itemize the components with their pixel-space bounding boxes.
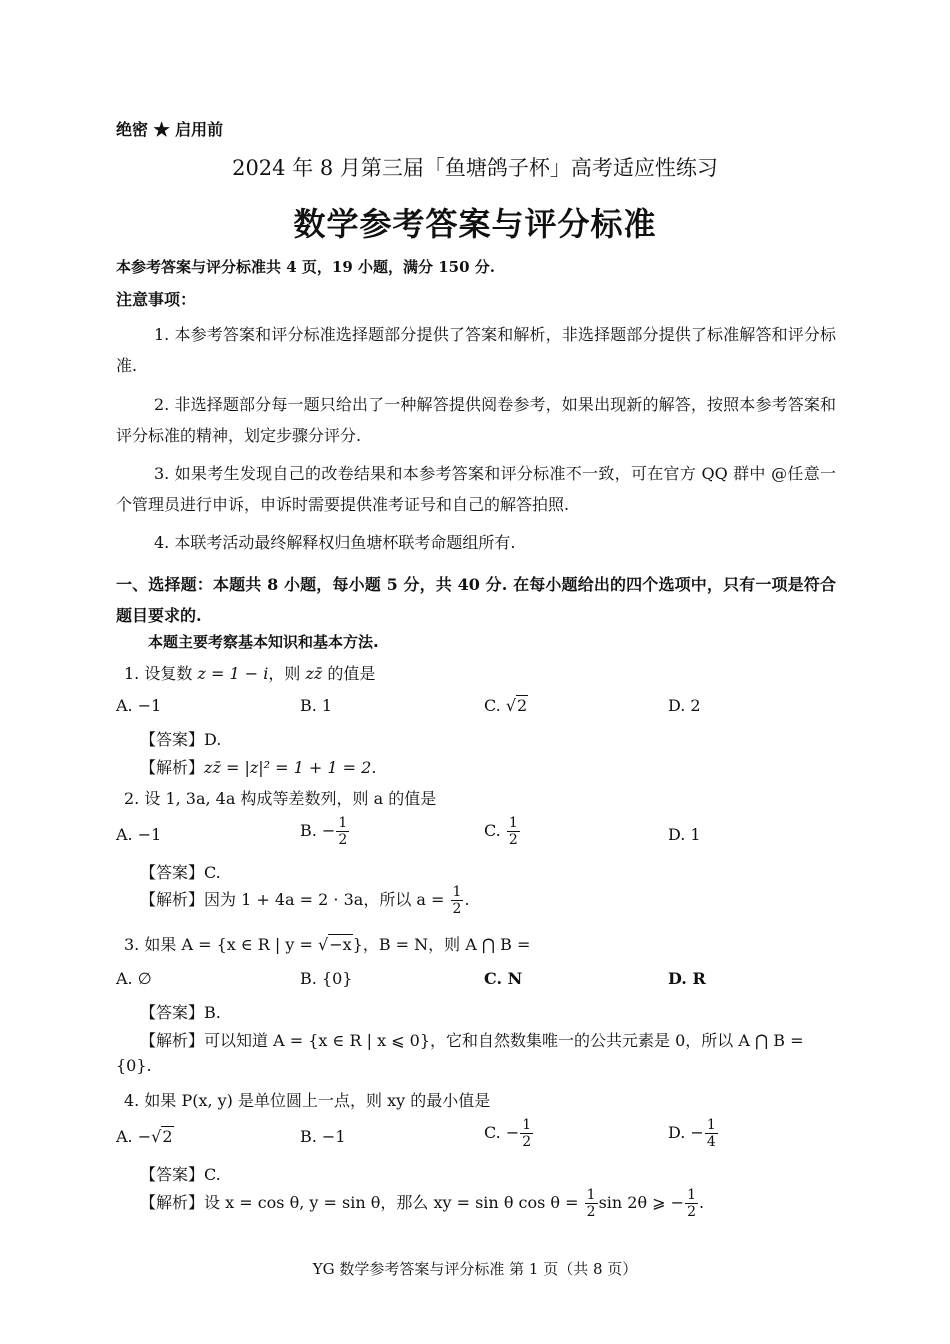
note-item-4: 4. 本联考活动最终解释权归鱼塘杯联考命题组所有. — [154, 533, 516, 552]
question-2-stem: 2. 设 1, 3a, 4a 构成等差数列，则 a 的值是 — [124, 789, 437, 808]
q2-answer: 【答案】C. — [140, 863, 221, 882]
q1-analysis: 【解析】zz̄ = |z|² = 1 + 1 = 2. — [140, 758, 377, 777]
q3-option-b: B. {0} — [300, 969, 353, 988]
note-item-2: 2. 非选择题部分每一题只给出了一种解答提供阅卷参考，如果出现新的解答，按照本参考答案和评分标准的精神，划定步骤分评分. — [116, 395, 836, 445]
secret-label: 绝密 ★ 启用前 — [116, 120, 224, 139]
q1-option-a: A. −1 — [116, 696, 162, 715]
q4-option-b: B. −1 — [300, 1127, 346, 1146]
note-item-1: 1. 本参考答案和评分标准选择题部分提供了答案和解析，非选择题部分提供了标准解答和评分标准. — [116, 325, 836, 375]
summary-line: 本参考答案与评分标准共 4 页，19 小题，满分 150 分. — [116, 258, 495, 276]
fraction: $\frac{1}{2}$ — [687, 1187, 696, 1220]
q3-analysis: 【解析】可以知道 A = {x ∈ R | x ⩽ 0}，它和自然数集唯一的公共元素是 0，所以 A ⋂ B = — [140, 1031, 804, 1050]
fraction: $\frac{1}{2}$ — [508, 815, 518, 848]
q2-option-d: D. 1 — [668, 825, 701, 844]
note-item-3: 3. 如果考生发现自己的改卷结果和本参考答案和评分标准不一致，可在官方 QQ 群中 @任意一个管理员进行申诉，申诉时需要提供准考证号和自己的解答拍照. — [116, 464, 836, 514]
fraction: $\frac{1}{2}$ — [522, 1117, 532, 1150]
q4-option-a: A. −√2 — [116, 1127, 173, 1146]
fraction: $\frac{1}{2}$ — [338, 815, 348, 848]
fraction: $\frac{1}{2}$ — [586, 1187, 596, 1220]
q3-option-c: C. N — [484, 969, 523, 988]
section-heading: 一、选择题：本题共 8 小题，每小题 5 分，共 40 分. 在每小题给出的四个选项中，只有一项是符合题目要求的. — [116, 575, 836, 625]
page-title: 数学参考答案与评分标准 — [293, 205, 657, 243]
q1-option-d: D. 2 — [668, 696, 701, 715]
question-1-stem: 1. 设复数 z = 1 − i，则 zz̄ 的值是 — [124, 664, 376, 683]
section-subheading: 本题主要考察基本知识和基本方法. — [148, 633, 379, 651]
q3-option-a: A. ∅ — [116, 969, 152, 988]
q4-option-c: C. − $\frac{1}{2}$ — [484, 1117, 532, 1150]
q2-option-a: A. −1 — [116, 825, 162, 844]
q4-option-d: D. − $\frac{1}{4}$ — [668, 1117, 716, 1150]
q2-option-b: B. − $\frac{1}{2}$ — [300, 815, 348, 848]
exam-subtitle: 2024 年 8 月第三届「鱼塘鸽子杯」高考适应性练习 — [232, 156, 718, 180]
q1-option-b: B. 1 — [300, 696, 333, 715]
question-4-stem: 4. 如果 P(x, y) 是单位圆上一点，则 xy 的最小值是 — [124, 1091, 491, 1110]
q1-option-c: C. √2 — [484, 696, 528, 715]
q3-answer: 【答案】B. — [140, 1003, 221, 1022]
question-3-stem: 3. 如果 A = {x ∈ R | y = √−x}，B = N，则 A ⋂ B = — [124, 935, 531, 954]
fraction: $\frac{1}{4}$ — [706, 1117, 716, 1150]
q3-option-d: D. R — [668, 969, 706, 988]
notes-heading: 注意事项： — [116, 290, 197, 309]
fraction: $\frac{1}{2}$ — [452, 884, 462, 917]
q2-option-c: C. $\frac{1}{2}$ — [484, 815, 518, 848]
page-footer: YG 数学参考答案与评分标准 第 1 页（共 8 页） — [312, 1260, 638, 1278]
q2-analysis: 【解析】因为 1 + 4a = 2 · 3a，所以 a = $\frac{1}{2}$ . — [140, 884, 470, 917]
q1-answer: 【答案】D. — [140, 730, 222, 749]
q4-answer: 【答案】C. — [140, 1165, 221, 1184]
q4-analysis: 【解析】设 x = cos θ, y = sin θ，那么 xy = sin θ cos θ = $\frac{1}{2}$ sin 2θ ⩾ − $\frac{1}{2}$ . — [140, 1187, 705, 1220]
q3-analysis-cont: {0}. — [116, 1056, 152, 1075]
